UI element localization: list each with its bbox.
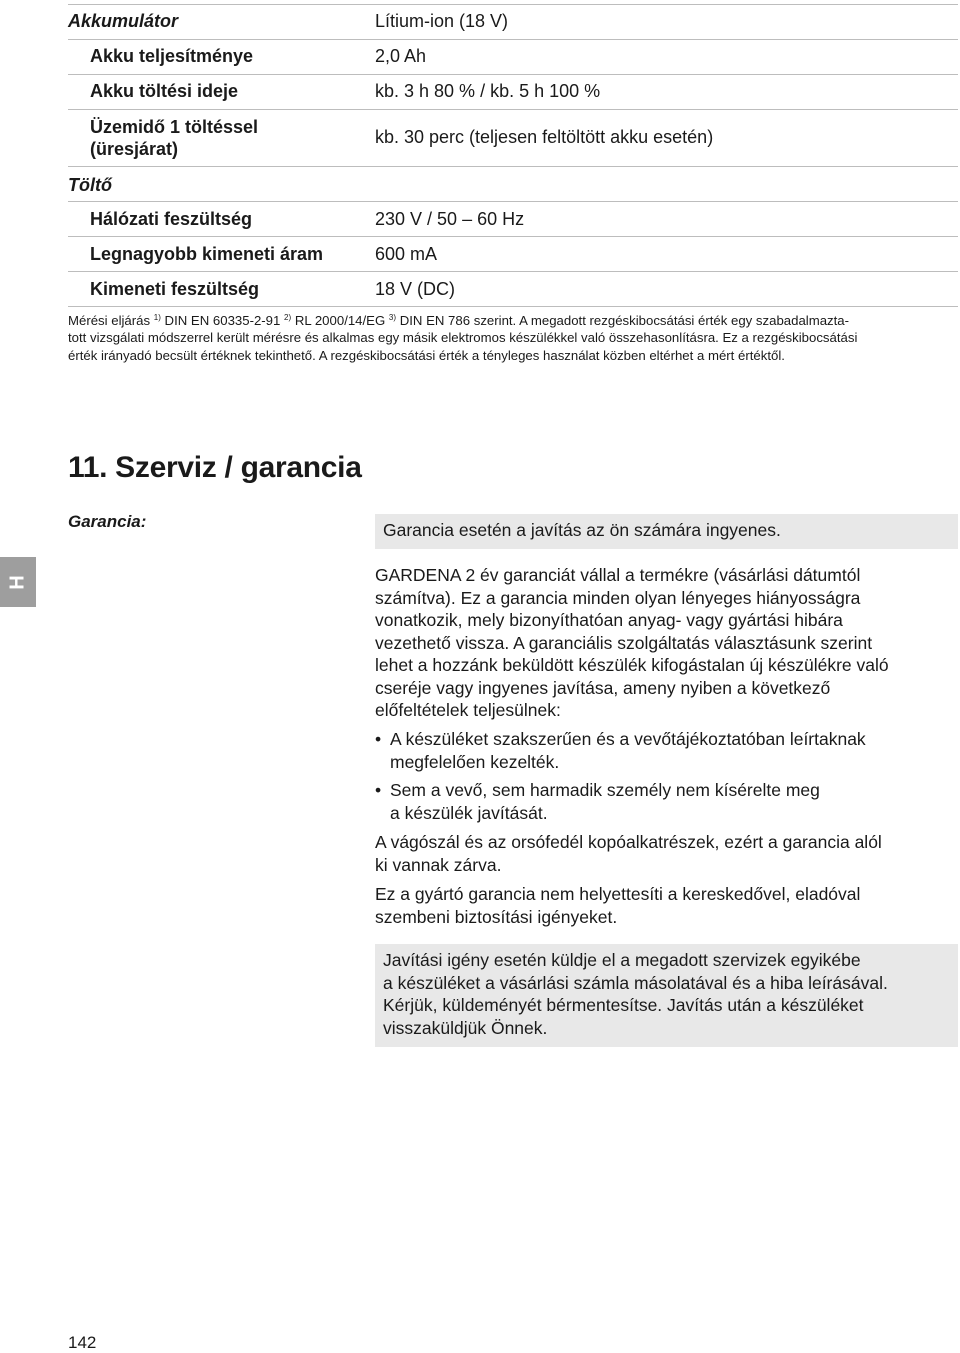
list-item-line: megfelelően kezelték. [390, 751, 560, 772]
spec-row-runtime [68, 109, 958, 166]
spec-table [68, 4, 958, 307]
spec-label-line: Üzemidő 1 töltéssel [90, 117, 259, 137]
page-number: 142 [68, 1333, 97, 1352]
repair-instructions-box [375, 944, 958, 1047]
warranty-conditions [375, 728, 955, 824]
spec-value: kb. 3 h 80 % / kb. 5 h 100 % [375, 81, 601, 101]
spec-row-mains-voltage [68, 201, 958, 236]
footnote-text: Mérési eljárás [68, 313, 154, 328]
wear-parts-paragraph [375, 831, 955, 876]
spec-label: Töltő [68, 175, 112, 195]
spec-label: Hálózati feszültség [90, 209, 253, 229]
box-line: Kérjük, küldeményét bérmentesítse. Javítás után a készüléket [383, 995, 864, 1015]
paragraph-line: lehet a hozzánk beküldött készülék kifogástalan új készülékre való [375, 655, 889, 675]
spec-value: 2,0 Ah [375, 46, 427, 66]
footnote-text: tott vizsgálati módszerrel került mérésre és alkalmas egy másik elektromos készülékkel való összehasonlításra. Ez a rezgéskibocsátási [68, 330, 858, 346]
footnote-marker: 1) [153, 313, 161, 322]
spec-value: 600 mA [375, 244, 438, 264]
measurement-footnote [68, 309, 952, 364]
footnote-text: DIN EN 60335-2-91 [160, 313, 285, 328]
paragraph-line: vonatkozik, mely bizonyíthatóan anyag- vagy gyártási hibára [375, 610, 843, 630]
spec-label [90, 116, 258, 160]
spec-label: Akkumulátor [68, 11, 179, 31]
spec-row-output-voltage [68, 271, 958, 307]
free-repair-highlight [375, 514, 958, 549]
box-line: Javítási igény esetén küldje el a megadott szervizek egyikébe [383, 950, 861, 970]
spec-row-capacity [68, 39, 958, 74]
paragraph-line: előfeltételek teljesülnek: [375, 700, 561, 720]
warranty-paragraph [375, 564, 955, 722]
section-heading: 11. Szerviz / garancia [68, 451, 362, 484]
paragraph-line: vezethető vissza. A garanciális szolgáltatás választásunk szerint [375, 632, 873, 653]
spec-value: 230 V / 50 – 60 Hz [375, 209, 525, 229]
spec-label: Akku töltési ideje [90, 81, 239, 101]
footnote-text: RL 2000/14/EG [291, 313, 389, 328]
spec-label: Akku teljesítménye [90, 46, 254, 66]
list-item-line: Sem a vevő, sem harmadik személy nem kísérelte meg [390, 780, 820, 800]
footnote-text: DIN EN 786 szerint. A megadott rezgéskibocsátási érték egy szabadalmazta- [396, 313, 850, 328]
spec-row-output-current [68, 236, 958, 271]
dealer-claims-paragraph [375, 883, 955, 928]
warranty-label: Garancia: [68, 512, 147, 531]
paragraph-line: számítva). Ez a garancia minden olyan lényeges hiányosságra [375, 587, 861, 608]
paragraph-line: A vágószál és az orsófedél kopóalkatrészek, ezért a garancia alól [375, 832, 882, 852]
paragraph-line: szembeni biztosítási igényeket. [375, 906, 618, 927]
footnote-text: érték irányadó becsült értéknek tekinthető. A rezgéskibocsátási érték a tényleges használat közben eltérhet a mért értéktől. [68, 347, 785, 363]
footnote-marker: 3) [388, 313, 397, 322]
highlight-text: Garancia esetén a javítás az ön számára ingyenes. [383, 520, 781, 540]
language-tab [0, 557, 36, 607]
paragraph-line: Ez a gyártó garancia nem helyettesíti a kereskedővel, eladóval [375, 884, 861, 904]
spec-label: Kimeneti feszültség [90, 279, 260, 299]
spec-value: kb. 30 perc (teljesen feltöltött akku esetén) [375, 127, 714, 147]
list-item-line: A készüléket szakszerűen és a vevőtájékoztatóban leírtaknak [390, 729, 866, 749]
paragraph-line: GARDENA 2 év garanciát vállal a termékre (vásárlási dátumtól [375, 565, 861, 585]
spec-row-charger [68, 166, 958, 201]
list-item-line: a készülék javítását. [390, 802, 548, 823]
spec-label: Legnagyobb kimeneti áram [90, 244, 324, 264]
list-item [375, 779, 955, 824]
spec-label-line: (üresjárat) [90, 139, 179, 159]
box-line: a készüléket a vásárlási számla másolatával és a hiba leírásával. [383, 972, 888, 993]
spec-row-battery [68, 4, 958, 39]
spec-value: 18 V (DC) [375, 279, 456, 299]
spec-value: Lítium-ion (18 V) [375, 11, 509, 31]
footnote-marker: 2) [284, 313, 292, 322]
language-tab-letter: H [6, 574, 29, 590]
paragraph-line: ki vannak zárva. [375, 854, 502, 875]
box-line: visszaküldjük Önnek. [383, 1017, 548, 1038]
paragraph-line: cseréje vagy ingyenes javítása, ameny nyiben a következő [375, 677, 831, 698]
list-item [375, 728, 955, 773]
spec-row-charge-time [68, 74, 958, 109]
